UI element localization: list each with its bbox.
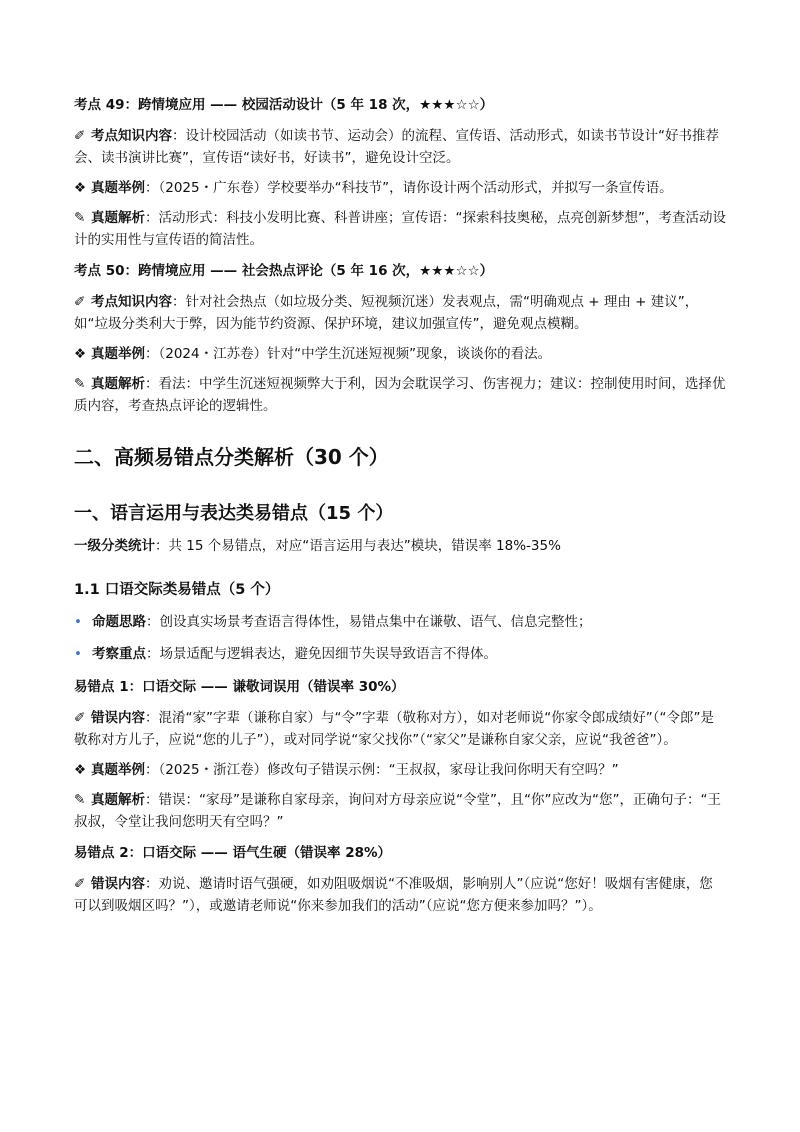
content-label: 考点知识内容: [91, 128, 172, 144]
bullet-label: 考察重点: [92, 646, 146, 662]
error-point-1-title: 易错点 1：口语交际 —— 谦敬词误用（错误率 30%）: [74, 679, 405, 695]
stat-text: ：共 15 个易错点，对应“语言运用与表达”模块，错误率 18%-35%: [155, 538, 561, 554]
list-item: [74, 611, 726, 633]
error-point-1-example: [74, 759, 726, 781]
document-page: [74, 95, 726, 925]
error-point-2-content: [74, 873, 726, 917]
error-point-1-content: [74, 707, 726, 751]
pencil-icon: ✐: [74, 710, 86, 726]
kaodian-50-example: [74, 343, 726, 365]
error-point-2-title: 易错点 2：口语交际 —— 语气生硬（错误率 28%）: [74, 845, 392, 861]
example-text: ：（2025・广东卷）学校要举办“科技节”，请你设计两个活动形式，并拟写一条宣传语。: [145, 180, 673, 196]
kaodian-50-title: 考点 50：跨情境应用 —— 社会热点评论（5 年 16 次，★★★☆☆）: [74, 263, 494, 279]
analysis-text: ：错误：“家母”是谦称自家母亲，询问对方母亲应说“令堂”，且“你”应改为“您”，正确句子：“王叔叔，令堂让我问您明天有空吗？”: [74, 792, 721, 830]
bullet-text: ：创设真实场景考查语言得体性，易错点集中在谦敬、语气、信息完整性；: [146, 614, 592, 630]
diamond-bullet-icon: ❖: [74, 180, 87, 196]
content-text: ：劝说、邀请时语气强硬，如劝阻吸烟说“不准吸烟，影响别人”（应说“您好！吸烟有害健康，您可以到吸烟区吗？”），或邀请老师说“你来参加我们的活动”（应说“您方便来参加吗？”）。: [74, 876, 713, 914]
kaodian-49-analysis: [74, 207, 726, 251]
pencil-icon: ✐: [74, 294, 86, 310]
content-text: ：混淆“家”字辈（谦称自家）与“令”字辈（敬称对方），如对老师说“你家令郎成绩好”（“令郎”是敬称对方儿子，应说“您的儿子”），或对同学说“家父找你”（“家父”是谦称自家父亲，应说“我爸爸”）。: [74, 710, 714, 748]
kaodian-50-analysis: [74, 373, 726, 417]
analysis-label: 真题解析: [91, 210, 145, 226]
kaodian-49-example: [74, 177, 726, 199]
category-1-stat: [74, 535, 726, 557]
part-2-heading: 二、高频易错点分类解析（30 个）: [74, 445, 389, 469]
stat-label: 一级分类统计: [74, 538, 155, 554]
diamond-bullet-icon: ❖: [74, 346, 87, 362]
bullet-icon: •: [74, 646, 82, 662]
bullet-icon: •: [74, 614, 82, 630]
analysis-text: ：看法：中学生沉迷短视频弊大于利，因为会耽误学习、伤害视力；建议：控制使用时间，选择优质内容，考查热点评论的逻辑性。: [74, 376, 726, 414]
content-text: ：设计校园活动（如读书节、运动会）的流程、宣传语、活动形式，如读书节设计“好书推荐会、读书演讲比赛”，宣传语“读好书，好读书”，避免设计空泛。: [74, 128, 719, 166]
content-label: 考点知识内容: [91, 294, 172, 310]
category-1-heading: 一、语言运用与表达类易错点（15 个）: [74, 503, 394, 524]
analysis-label: 真题解析: [91, 376, 145, 392]
pen-icon: ✎: [74, 792, 86, 808]
content-text: ：针对社会热点（如垃圾分类、短视频沉迷）发表观点，需“明确观点 + 理由 + 建议”，如“垃圾分类利大于弊，因为能节约资源、保护环境，建议加强宣传”，避免观点模糊。: [74, 294, 699, 332]
content-label: 错误内容: [91, 876, 145, 892]
example-label: 真题举例: [91, 346, 145, 362]
pencil-icon: ✐: [74, 128, 86, 144]
example-label: 真题举例: [91, 180, 145, 196]
diamond-bullet-icon: ❖: [74, 762, 87, 778]
pen-icon: ✎: [74, 210, 86, 226]
analysis-label: 真题解析: [91, 792, 145, 808]
analysis-text: ：活动形式：科技小发明比赛、科普讲座；宣传语：“探索科技奥秘，点亮创新梦想”，考查活动设计的实用性与宣传语的简洁性。: [74, 210, 726, 248]
pen-icon: ✎: [74, 376, 86, 392]
example-label: 真题举例: [91, 762, 145, 778]
kaodian-49-content: [74, 125, 726, 169]
example-text: ：（2025・浙江卷）修改句子错误示例：“王叔叔，家母让我问你明天有空吗？”: [145, 762, 619, 778]
kaodian-49-title: 考点 49：跨情境应用 —— 校园活动设计（5 年 18 次，★★★☆☆）: [74, 97, 494, 113]
pencil-icon: ✐: [74, 876, 86, 892]
bullet-text: ：场景适配与逻辑表达，避免因细节失误导致语言不得体。: [146, 646, 497, 662]
subsection-1-1-heading: 1.1 口语交际类易错点（5 个）: [74, 582, 280, 598]
error-point-1-analysis: [74, 789, 726, 833]
example-text: ：（2024・江苏卷）针对“中学生沉迷短视频”现象，谈谈你的看法。: [145, 346, 552, 362]
kaodian-50-content: [74, 291, 726, 335]
content-label: 错误内容: [91, 710, 145, 726]
list-item: [74, 643, 726, 665]
bullet-label: 命题思路: [92, 614, 146, 630]
